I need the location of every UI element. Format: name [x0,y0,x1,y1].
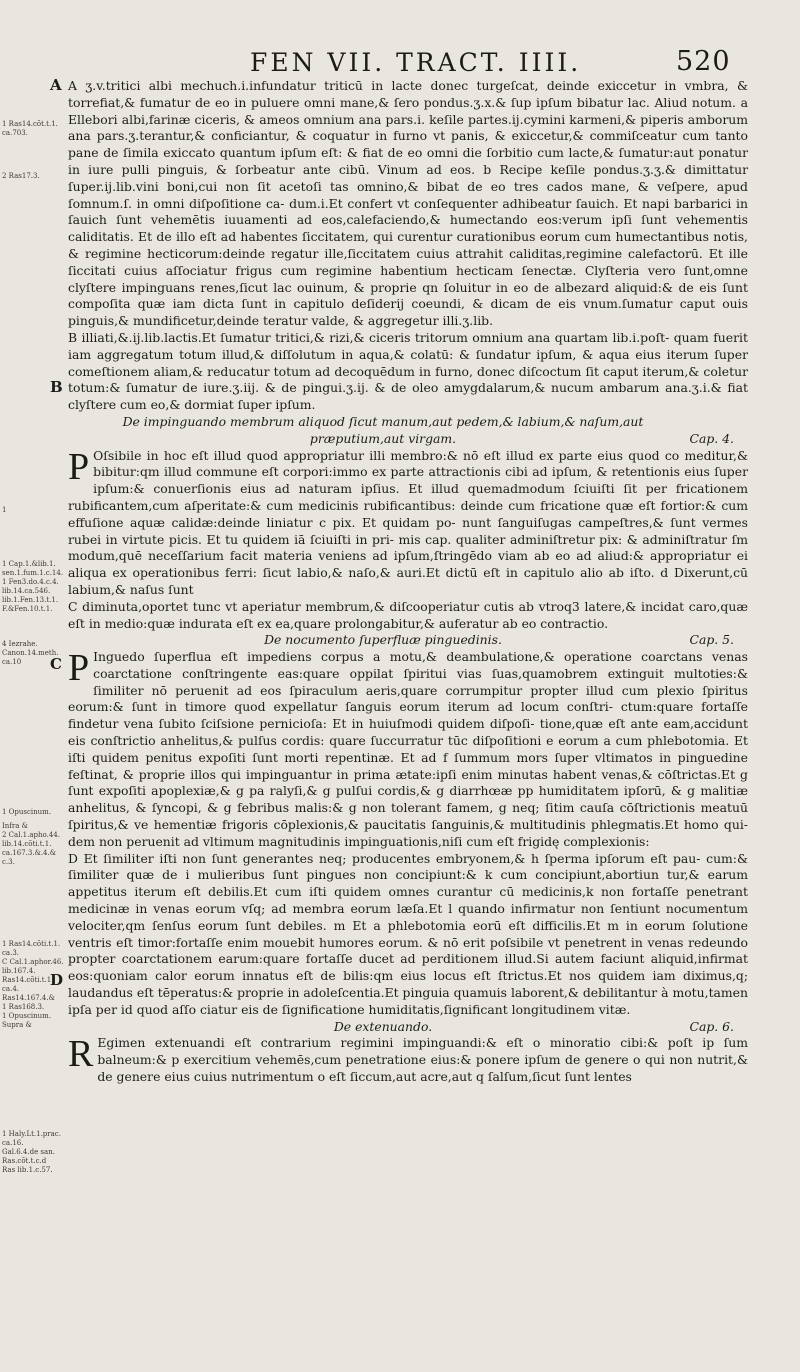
running-head: FEN VII. TRACT. IIII. [250,48,582,77]
chapter-5-heading [68,632,748,649]
chapter-4-body: Oſsibile in hoc eſt illud quod appropriatur illi membro:& nō eſt illud ex parte eius quod co meditur,& bibitur:qm illud commune eſt corpori:immo ex parte attractionis cibi ad ipſum, & retentionis eius ſuper ipſum:& conuerſionis eius ad naturam ipſius. Et illud quemadmodum ſciuiſti ſit per fricationem rubificantem,cum aſperitate:& cum medicinis rubificantibus: deinde cum fricatione quæ eſt fortior:& cum effuſione aquæ calidæ:deinde liniatur c pix. Et quidam po- nunt ſanguiſugas campeſtres,& ſunt vermes rubei in virtute picis. Et tu quidem iā ſciuiſti in pri- mis cap. qualiter adminiſtretur pix: & adminiſtratur ſm modum,quē neceſſarium facit materia veniens ad ipſum,ſtringēdo viam ab eo ad aliud:& appropriatur ei aliqua ex operationibus ferri: ſicut labio,& naſo,& auri.Et dictū eſt in capitulo alio ab iſto. d Dixerunt,cū labium,& naſus ſunt [68,447,748,597]
section-mark-c: C [50,655,62,673]
chapter-5-body: Inguedo ſuperflua eſt impediens corpus a motu,& deambulatione,& operatione coarctans venas coarctatione conſtringente eas:quare oppilat ſpiritui vias ſuas,quamobrem extinguit multoties:& ſimiliter nō peruenit ad eos ſpiraculum aeris,quare corrumpitur propter illud cum plexio ſpiritus eorum:& ſunt in timore quod expellatur ſanguis eorum iterum ad locum conſtri- ctum:quare fortaſſe findetur vena ſubito ſciſsione pernicioſa: Et in huiuſmodi quidem diſpoſi- tione,quæ eſt ante eam,accidunt eis conſtrictio anhelitus,& pulſus cordis: quare ſuccurratur tūc diſpoſitioni e eorum a cum phlebotomia. Et iſti quidem penitus expoſiti ſunt morti repentinæ. Et ad f ſummum mors ſuper vltimatos in pinguedine feſtinat, & proprie illos qui impinguantur in prima ætate:ipſi enim minutas habent venas,& cōſtrictas.Et g ſunt expoſiti apoplexiæ,& g pa ralyſi,& g pulſui cordis,& g diarrhœæ pp humiditatem ipſorū, & g malitiæ anhelitus, & ſyncopi, & g febribus malis:& g non tolerant famem, g neq; ſitim cauſa cōſtrictionis meatuū ſpiritus,& ve hementiæ frigoris cōplexionis,& paucitatis ſanguinis,& multitudinis phlegmatis.Et homo qui- dem non peruenit ad vltimum magnitudinis impinguationis,niſi cum eſt frigidę complexionis: [68,649,748,849]
paragraph-b: B illiati,&.ij.lib.lactis.Et ſumatur tritici,& rizi,& ciceris tritorum omnium ana quartam lib.i.poſt- quam fuerit iam aggregatum totum illud,& diſſolutum in aqua,& colatū: & ſundatur ipſum, & aqua eius iterum ſuper comeſtionem aliam,& reducatur totum ad decoquēdum in furno, donec diſcoctum ſit caput iterum,& coletur totum:& ſumatur de iure.ʒ.iij. & de pingui.ʒ.ij. & de oleo amygdalarum,& nucum ambarum ana.ʒ.i.& fiat clyſtere cum eo,& dormiat ſuper ipſum. [68,329,748,413]
margin-note: 1 Opuscinum. [2,808,52,816]
chapter-5-text [68,649,748,851]
paragraph-a: A ʒ.v.tritici albi mechuch.i.infundatur triticū in lacte donec turgeſcat, deinde exiccetur in vmbra, & torrefiat,& fumatur de eo in puluere omni mane,& ſero pondus.ʒ.x.& ſup ipſum bibatur lac. Aliud notum. a Ellebori albi,farinæ ciceris, & ameos omnium ana pars.i. keſile partes.ij.cymini karmeni,& piperis amborum ana pars.ʒ.terantur,& conficiantur, & coquatur in furno vt panis, & exiccetur,& commiſceatur cum tanto pane de ſimila exiccato quantum ipſum eſt: & fiat de eo omni die ſorbitio cum lacte,& ſumatur:aut ponatur in iure pulli pinguis, & ſorbeatur ante cibū. Vinum ad eos. b Recipe keſile pondus.ʒ.ʒ.& dimittatur ſuper.ij.lib.vini boni,cui non ſit acetoſi tas omnino,& bibat de eo tres cados mane, & veſpere, apud ſomnum.ſ. in omni diſpoſitione ca- dum.i.Et confert vt conſequenter adhibeatur ſauich. Et napi barbarici in ſauich ſunt vehemētis iuuamenti ad eos,calefaciendo,& humectando eos:verum ipſi ſunt vehementis caliditatis. Et de illo eſt ad habentes ſiccitatem, qui curentur curationibus eorum cum humectantibus notis, & regimine hecticorum:deinde regatur ille,ſiccitatem cuius attrahit caliditas,regimine calefactorū. Et ille ſiccitati cuius aſſociatur frigus cum regimine habentium hecticam ſenectæ. Clyſteria vero ſunt,omne clyſtere impinguans renes,ſicut lac ouinum, & proprie qn ſoluitur in eo de albezard aliquid:& de eis ſunt compoſita quæ iam dicta ſunt in capitulo deſiderij coeundi, & dicam de eis vnum.ſumatur caput ouis pinguis,& mundificetur,deinde teratur valde, & aggregetur illi.ʒ.lib. [68,78,748,329]
margin-note: 2 Ras17.3. [2,172,40,180]
chapter-5-initial: P [68,647,90,690]
margin-note: 1 [2,506,7,514]
paragraph-c: C diminuta,oportet tunc vt aperiatur membrum,& diſcooperiatur cutis ab vtroq3 latere,& incidat caro,quæ eſt in medio:quæ indurata eſt ex ea,quare prolongabitur,& auferatur ab eo contractio. [68,598,748,631]
chapter-6-initial: R [68,1033,94,1076]
section-marks [50,0,66,1372]
paragraph-d: D Et ſimiliter iſti non ſunt generantes neq; producentes embryonem,& h ſperma ipſorum eſt pau- cum:& ſimiliter quæ de i mulieribus ſunt pingues non concipiunt:& k cum concipiunt,abortiun tur,& earum appetitus iterum eſt debilis.Et cum iſti quidem omnes curantur cū medicinis,k non fortaſſe penetrant medicinæ in venas eorum vſq; ad membra eorum læſa.Et l quando infirmatur non ſentiunt nocumentum velociter,qm ſenſus eorum ſunt debiles. m Et a phlebotomia eorū eſt difficilis.Et m in eorum ſolutione ventris eſt timor:fortaſſe enim mouebit humores eorum. & nō erit poſsibile vt penetrent in venas redeundo propter coarctationem earum:quare fortaſſe ducet ad perditionem illud.Si autem faciunt aliquid,infirmat eos:quoniam calor eorum innatus eſt de bilis:qm eius locus eſt ſtrictus.Et nos quidem iam diximus,q; laudandus eſt tēperatus:& proprie in adoleſcentia.Et pinguia quamuis laborent,& debilitantur à motu,tamen ipſa per id quod aſſo ciatur eis de ſignificatione humiditatis,ſignificant longitudinem vitæ. [68,850,748,1017]
margin-note: Infra & 2 Cal.1.apho.44. lib.14.cõti.t.1. ca.167.3.&.4.& c.3. [2,822,60,866]
section-mark-b: B [50,378,63,396]
chapter-4-number: Cap. 4. [689,430,734,446]
margin-note: 1 Ras14.cõti.t.1. ca.3. C Cal.1.aphor.46. lib.167.4. Ras14.cõti.t.1. ca.4. Ras14.167.4.& 1 Ras168.3. 1 Opuscinum. Supra & [2,940,64,1029]
chapter-5-title: De nocumento ſuperfluæ pinguedinis. [264,632,502,648]
section-mark-a: A [50,76,62,94]
chapter-6-body: Egimen extenuandi eſt contrarium regimini impinguandi:& eſt o minoratio cibi:& poſt ip ſum balneum:& p exercitium vehemēs,cum penetratione eius:& ponere ipſum de genere o qui non nutrit,& de genere eius cuius nutrimentum o eſt ſiccum,aut acre,aut q ſalſum,ſicut ſunt lentes [97,1035,748,1085]
chapter-6-title: De extenuando. [333,1018,433,1034]
margin-note: 1 Haly.Lt.1.prac. ca.16. Gal.6.4.de san. Ras.cõt.t.c.d Ras lib.1.c.57. [2,1130,61,1174]
chapter-4-initial: P [68,445,90,488]
chapter-6-heading [68,1019,748,1036]
margin-note: 4 Iezrahe. Canon.14.meth. ca.10 [2,640,59,666]
chapter-4-text [68,445,748,599]
chapter-6-number: Cap. 6. [689,1018,734,1034]
body-text [68,78,748,1368]
chapter-6-text [68,1035,748,1085]
chapter-4-heading [68,414,748,448]
section-mark-d: D [50,971,64,989]
margin-note: 1 Cap.1.&lib.1. sen.1.fum.1.c.14. 1 Fen3.do.4.c.4. lib.14.ca.546. lib.1.Fen.13.t.1. F.&Fen.10.t.1. [2,560,64,613]
chapter-4-title: De impinguando membrum aliquod ſicut manum,aut pedem,& labium,& naſum,aut præputium,aut virgam. [122,413,644,446]
chapter-5-number: Cap. 5. [689,632,734,648]
page-number: 520 [676,46,731,77]
margin-note: 1 Ras14.cõt.t.1. ca.703. [2,120,58,137]
